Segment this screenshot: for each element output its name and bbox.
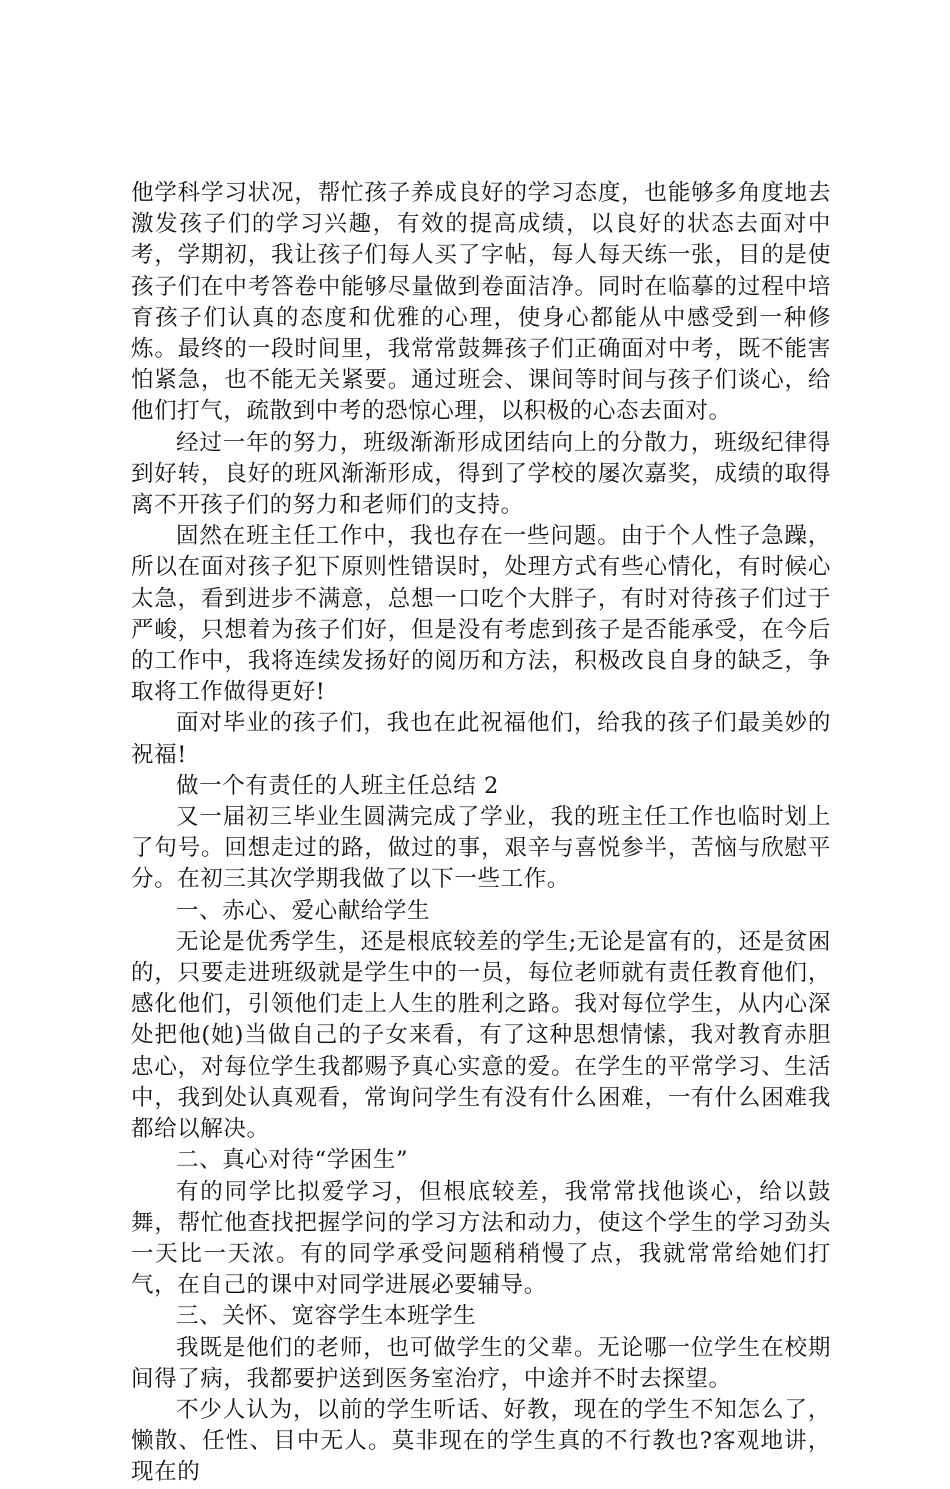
section-heading: 三、关怀、宽容学生本班学生 — [176, 1303, 477, 1330]
section-title: 做一个有责任的人班主任总结 2 — [176, 772, 499, 799]
section-heading: 一、赤心、爱心献给学生 — [176, 897, 431, 924]
paragraph: 面对毕业的孩子们，我也在此祝福他们，给我的孩子们最美妙的祝福! — [131, 710, 831, 768]
paragraph: 经过一年的努力，班级渐渐形成团结向上的分散力，班级纪律得到好转，良好的班风渐渐形成，得到了学校的屡次嘉奖，成绩的取得离不开孩子们的努力和老师们的支持。 — [131, 429, 831, 519]
document-body — [131, 178, 831, 1489]
paragraph: 无论是优秀学生，还是根底较差的学生;无论是富有的，还是贫困的，只要走进班级就是学生中的一员，每位老师就有责任教育他们，感化他们，引领他们走上人生的胜利之路。我对每位学生，从内心深处把他(她)当做自己的子女来看，有了这种思想情愫，我对教育赤胆忠心，对每位学生我都赐予真心实意的爱。在学生的平常学习、生活中，我到处认真观看，常询问学生有没有什么困难，一有什么困难我都给以解决。 — [131, 928, 831, 1143]
paragraph: 不少人认为，以前的学生听话、好教，现在的学生不知怎么了，懒散、任性、目中无人。莫非现在的学生真的不行教也?客观地讲，现在的 — [131, 1396, 831, 1486]
paragraph: 我既是他们的老师，也可做学生的父辈。无论哪一位学生在校期间得了病，我都要护送到医务室治疗，中途并不时去探望。 — [131, 1334, 831, 1392]
paragraph: 有的同学比拟爱学习，但根底较差，我常常找他谈心，给以鼓舞，帮忙他查找把握学问的学习方法和动力，使这个学生的学习劲头一天比一天浓。有的同学承受问题稍稍慢了点，我就常常给她们打气，在自己的课中对同学进展必要辅导。 — [131, 1178, 831, 1299]
paragraph-continued: 他学科学习状况，帮忙孩子养成良好的学习态度，也能够多角度地去激发孩子们的学习兴趣，有效的提高成绩，以良好的状态去面对中考，学期初，我让孩子们每人买了字帖，每人每天练一张，目的是使孩子们在中考答卷中能够尽量做到卷面洁净。同时在临摹的过程中培育孩子们认真的态度和优雅的心理，使身心都能从中感受到一种修炼。最终的一段时间里，我常常鼓舞孩子们正确面对中考，既不能害怕紧急，也不能无关紧要。通过班会、课间等时间与孩子们谈心，给他们打气，疏散到中考的恐惊心理，以积极的心态去面对。 — [131, 180, 831, 425]
section-heading: 二、真心对待“学困生” — [176, 1147, 409, 1174]
paragraph: 又一届初三毕业生圆满完成了学业，我的班主任工作也临时划上了句号。回想走过的路，做过的事，艰辛与喜悦参半，苦恼与欣慰平分。在初三其次学期我做了以下一些工作。 — [131, 804, 831, 893]
paragraph: 固然在班主任工作中，我也存在一些问题。由于个人性子急躁，所以在面对孩子犯下原则性错误时，处理方式有些心情化，有时候心太急，看到进步不满意，总想一口吃个大胖子，有时对待孩子们过于严峻，只想着为孩子们好，但是没有考虑到孩子是否能承受，在今后的工作中，我将连续发扬好的阅历和方法，积极改良自身的缺乏，争取将工作做得更好! — [131, 523, 831, 706]
